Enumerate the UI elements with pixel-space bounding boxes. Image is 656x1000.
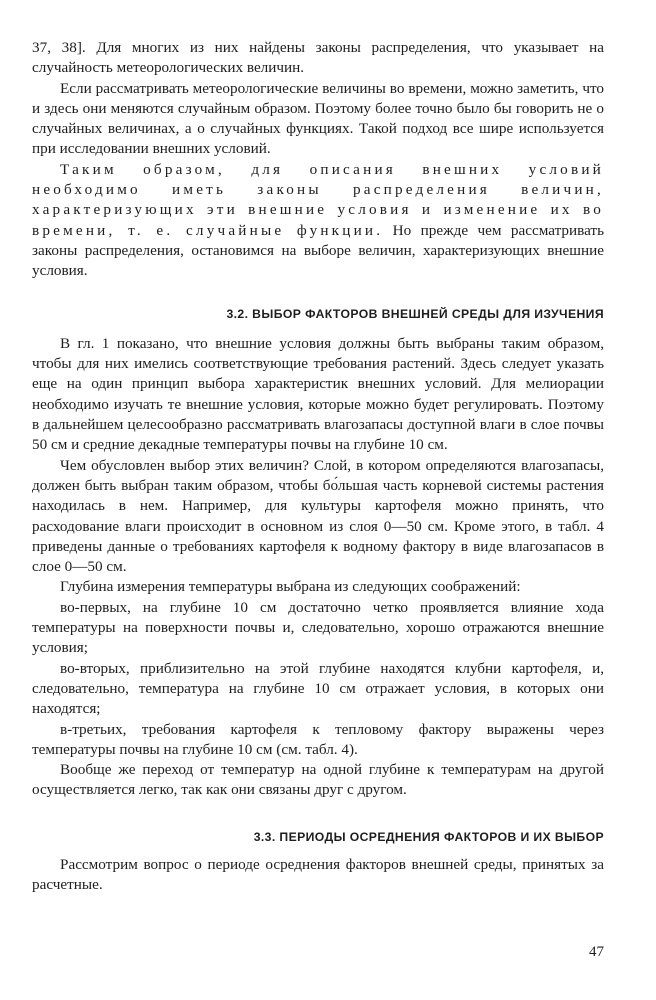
paragraph-averaging-period: Рассмотрим вопрос о периоде осреднения факторов внешней среды, принятых за расчетные.: [32, 855, 604, 894]
paragraph-layer-choice: Чем обусловлен выбор этих величин? Слой, в котором определяются влагозапасы, должен быть выбран таким образом, чтобы бо́льшая часть корневой системы растения находилась в нем. Например, для культуры картофеля можно принять, что расходование влаги происходит в основном из слоя 0—50 см. Кроме этого, в табл. 4 приведены данные о требованиях картофеля к водному фактору в виде влагозапасов в слое 0—50 см.: [32, 456, 604, 576]
list-item-second: во-вторых, приблизительно на этой глубине находятся клубни картофеля, и, следовательно, температура на глубине 10 см отражает условия, в которых они находятся;: [32, 659, 604, 718]
page-number: 47: [589, 944, 604, 960]
paragraph-depth-transition: Вообще же переход от температур на одной глубине к температурам на другой осуществляется легко, так как они связаны друг с другом.: [32, 761, 604, 799]
spaced-emphasis-text: Таким образом, для описания внешних условий необходимо иметь законы распределения величин, характеризующих эти внешние условия и изменение их во времени, т. е. случайные функции.: [32, 160, 604, 239]
paragraph-continuation: 37, 38]. Для многих из них найдены законы распределения, что указывает на случайность метеорологических величин.: [32, 39, 604, 77]
section-heading-3-3: 3.3. ПЕРИОДЫ ОСРЕДНЕНИЯ ФАКТОРОВ И ИХ ВЫБОР: [253, 829, 604, 844]
section-heading-3-2: 3.2. ВЫБОР ФАКТОРОВ ВНЕШНЕЙ СРЕДЫ ДЛЯ ИЗУЧЕНИЯ: [226, 306, 604, 321]
paragraph-depth-reasons: Глубина измерения температуры выбрана из следующих соображений:: [60, 578, 521, 596]
paragraph-chapter-1-reference: В гл. 1 показано, что внешние условия должны быть выбраны таким образом, чтобы для них имелись соответствующие требования растений. Здесь следует указать еще на один принцип выбора характеристик внешних условий. Для мелиорации необходимо изучать те внешние условия, которые можно будет регулировать. Поэтому в дальнейшем целесообразно рассматривать влагозапасы доступной влаги в слое почвы 50 см и средние декадные температуры почвы на глубине 10 см.: [32, 334, 604, 454]
paragraph-time-variation: Если рассматривать метеорологические величины во времени, можно заметить, что и здесь они меняются случайным образом. Поэтому более точно было бы говорить не о случайных величинах, а о случайных функциях. Такой подход все шире используется при исследовании внешних условий.: [32, 79, 604, 158]
page-body: [32, 38, 604, 896]
paragraph-random-functions-rest: Но прежде чем рассматривать законы распределения, остановимся на выборе величин, характеризующих внешние условия.: [32, 221, 604, 280]
paragraph-random-functions: [32, 160, 604, 282]
list-item-first: во-первых, на глубине 10 см достаточно четко проявляется влияние хода температуры на поверхности почвы и, следовательно, хорошо отражаются внешние условия;: [32, 598, 604, 657]
list-item-third: в-третьих, требования картофеля к тепловому фактору выражены через температуры почвы на глубине 10 см (см. табл. 4).: [32, 720, 604, 758]
